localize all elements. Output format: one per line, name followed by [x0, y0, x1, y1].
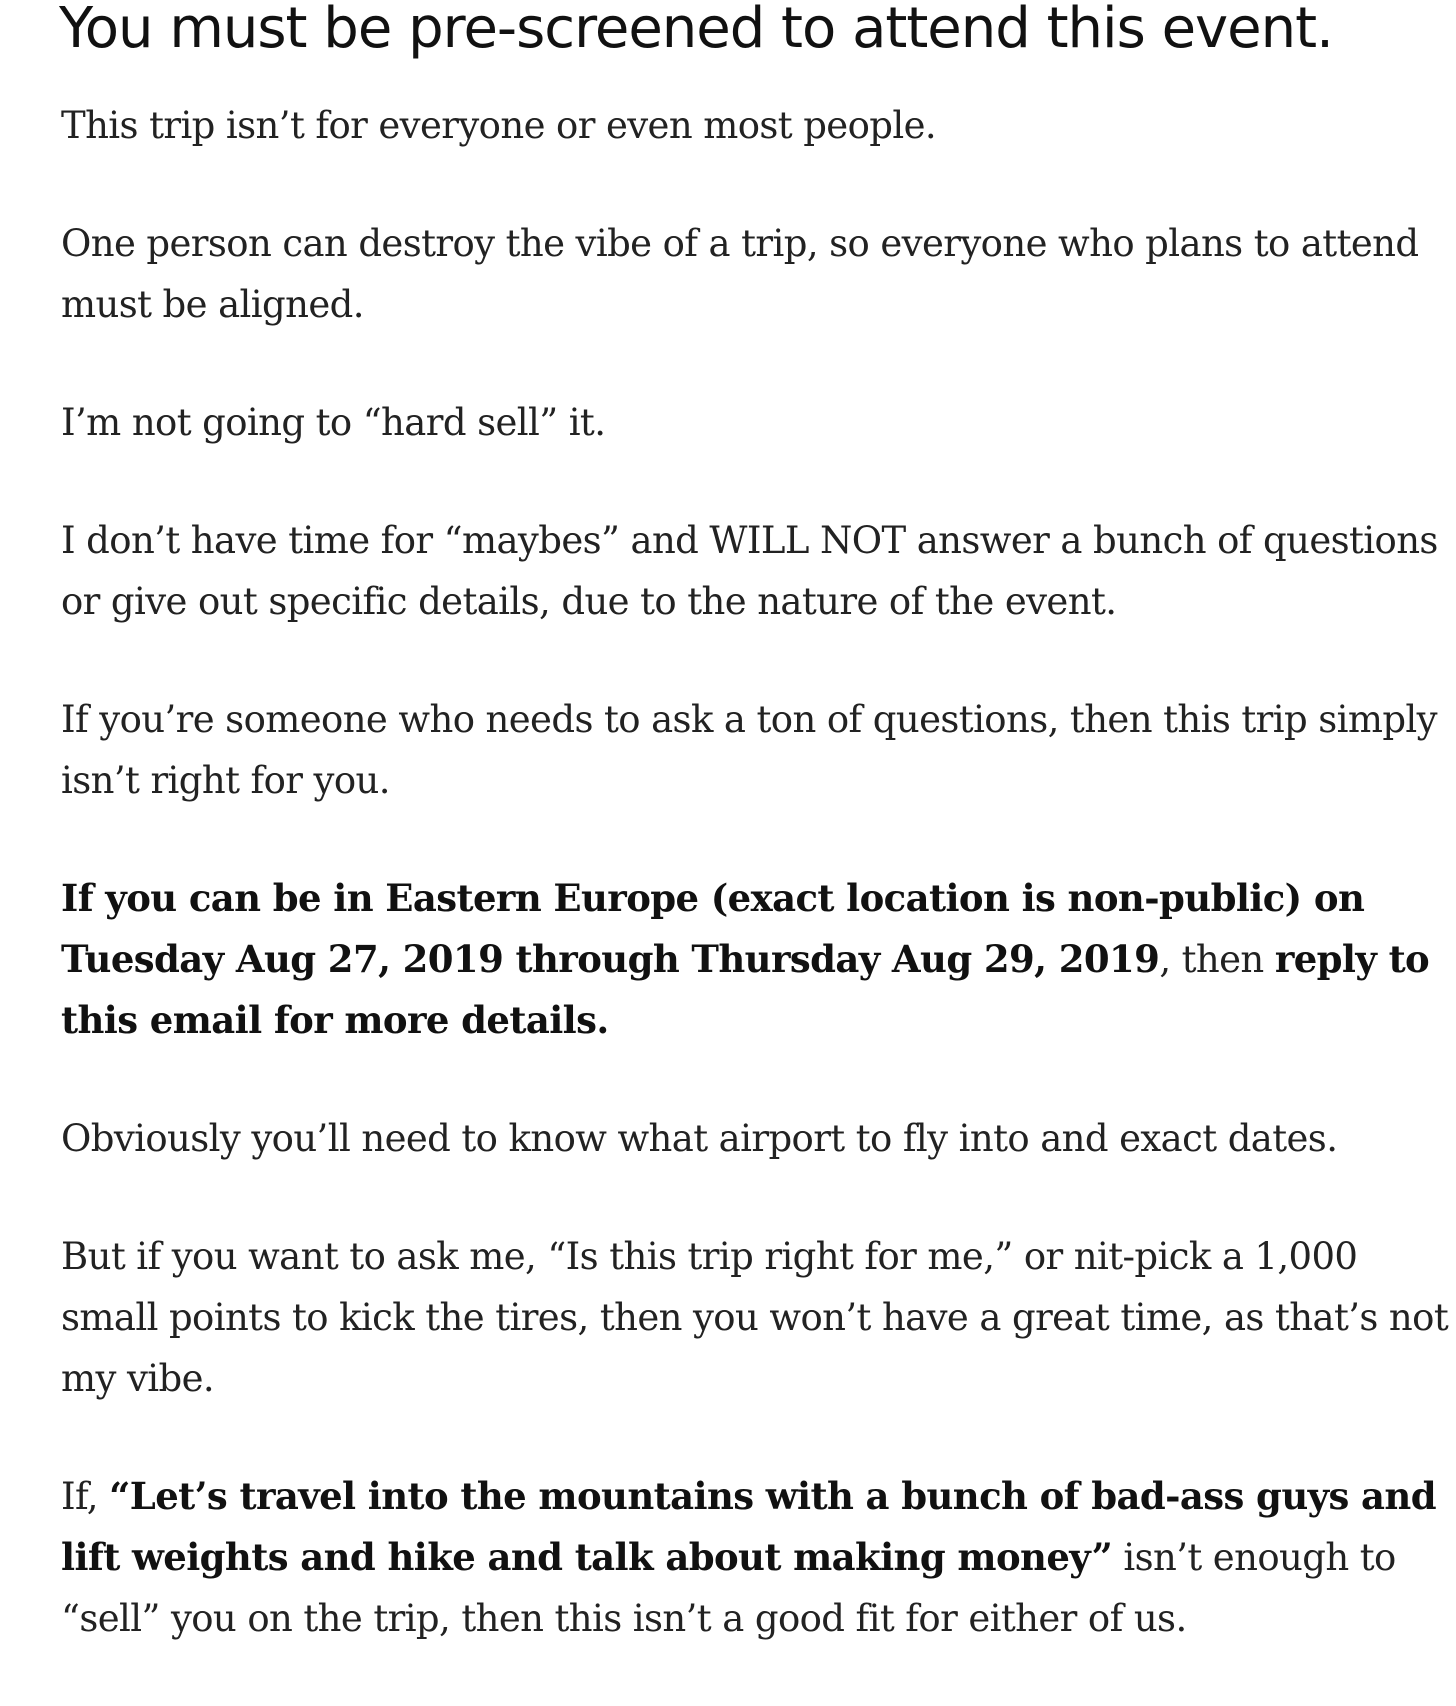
paragraph-1: This trip isn’t for everyone or even most people.	[61, 104, 937, 147]
paragraph-4: I don’t have time for “maybes” and WILL NOT answer a bunch of questions or give out specific details, due to the nature of the event.	[61, 519, 1438, 623]
trip-pitch-quote-bold: “Let’s travel into the mountains with a bunch of bad-ass guys and lift weights and hike and talk about making money”	[61, 1474, 1436, 1579]
paragraph-9	[61, 1466, 1451, 1649]
paragraph-9-rest: isn’t enough to “sell” you on the trip, then this isn’t a good fit for either of us.	[61, 1536, 1396, 1640]
reply-instruction-bold: reply to this email for more details.	[61, 937, 1430, 1042]
paragraph-2: One person can destroy the vibe of a trip, so everyone who plans to attend must be aligned.	[61, 222, 1419, 326]
page-title: You must be pre-screened to attend this event.	[59, 0, 1333, 61]
event-dates-connector: , then	[1159, 938, 1275, 981]
paragraph-6-event-dates	[61, 868, 1451, 1051]
message-content	[61, 95, 1451, 1706]
paragraph-9-lead: If,	[61, 1475, 110, 1518]
paragraph-5: If you’re someone who needs to ask a ton of questions, then this trip simply isn’t right for you.	[61, 698, 1437, 802]
event-dates-bold: If you can be in Eastern Europe (exact location is non-public) on Tuesday Aug 27, 2019 through Thursday Aug 29, 2019	[61, 876, 1365, 981]
paragraph-7: Obviously you’ll need to know what airport to fly into and exact dates.	[61, 1117, 1338, 1160]
paragraph-8: But if you want to ask me, “Is this trip right for me,” or nit-pick a 1,000 small points to kick the tires, then you won’t have a great time, as that’s not my vibe.	[61, 1235, 1449, 1400]
paragraph-3: I’m not going to “hard sell” it.	[61, 401, 606, 444]
